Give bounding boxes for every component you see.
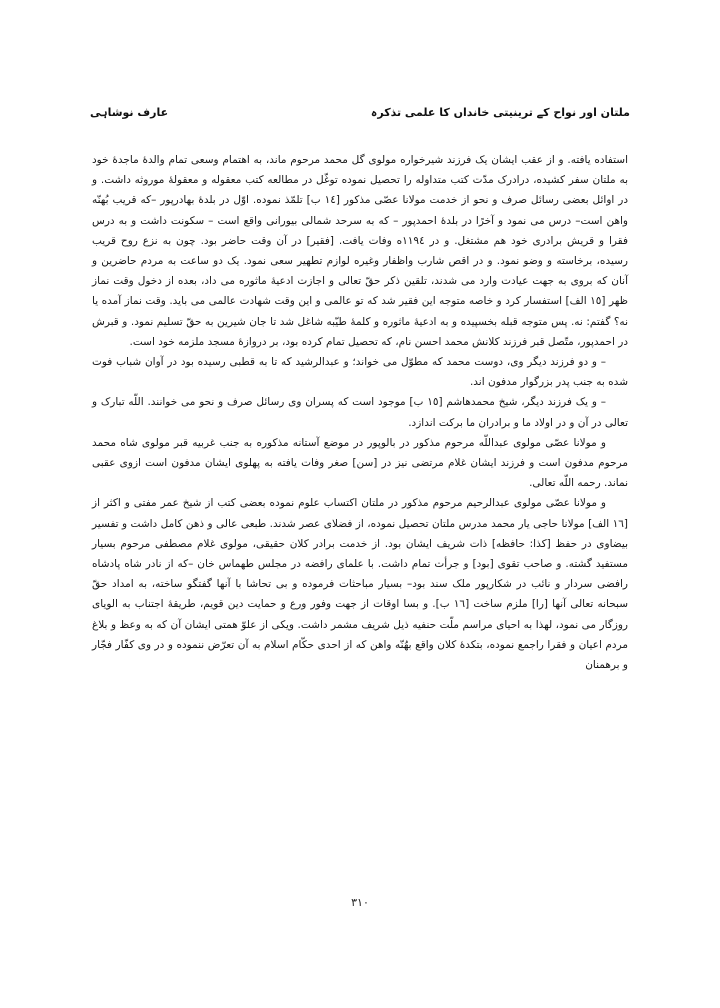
page-number: ۳۱۰ xyxy=(351,896,369,909)
paragraph: و مولانا عصّی مولوی عبداللّه مرحوم مذکور در بالوپور در موضع آستانه مذکوره به جنب غربیه قبر مولوی شاه محمد مرحوم مدفون است و فرزند ایشان غلام مرتضی نیز در [سن] صغر وفات یافته به پهلوی ایشان مدفون است ازوی عقبی نماند. رحمه اللّه تعالی. xyxy=(92,436,628,490)
paragraph: – و دو فرزند دیگر وی، دوست محمد که مطوّل می خواند؛ و عبدالرشید که تا به قطبی رسیده بود در آوان شباب فوت شده به جنب پدر بزرگوار مدفون اند. xyxy=(92,356,628,389)
paragraph: – و یک فرزند دیگر، شیخ محمدهاشم [۱٥ ب] موجود است که پسران وی رسائل صرف و نحو می خوانند. اللّه تبارک و تعالی در آن و در اولاد ما و برادران ما برکت اندازد. xyxy=(92,396,628,429)
body-text xyxy=(92,150,628,675)
paragraph: و مولانا عصّی مولوی عبدالرحیم مرحوم مذکور در ملتان اکتساب علوم نموده بعضی کتب از شیخ عمر مفتی و اکثر از [۱٦ الف] مولانا حاجی یار محمد مدرس ملتان تحصیل نموده، از فضلای عصر شدند. طبعی عالی و ذهن کامل داشت و تفسیر بیضاوی در حفظ [کذا: حافظه] ذات شریف ایشان بود. از خدمت برادر کلان حقیقی، مولوی غلام مصطفی مرحوم بسیار مستفید گشته. و صاحب تقوی [بود] و جرأت تمام داشت. با علمای رافضه در مجلس طهماس خان –که از نادر شاه پادشاه رافضی سردار و نائب در شکارپور ملک سند بود– بسیار مباحثات فرموده و بی تحاشا با آنها گفتگو ساخته، به امداد حقّ سبحانه تعالی آنها [را] ملزم ساخت [۱٦ ب]. و بسا اوقات از جهت وفور ورع و حمایت دین قویم، طریقهٔ اجتناب به الویای روزگار می نمود، لهذا به احیای مراسم ملّت حنفیه ذیل شریف مشمر داشت. ویکی از علوّ همتی ایشان آن که به وعظ و بلاغ مردم اعیان و فقرا راجمع نموده، بتکدهٔ کلان واقع بهُنّه واهن که از احدی حکّام اسلام به آن تعرّض ننموده و در وی کفّار فجّار و برهمنان xyxy=(92,497,628,672)
running-author: عارف نوشاہی xyxy=(90,106,169,119)
running-title: ملتان اور نواح کے ترینیتی خانداں کا علمی تذکرہ xyxy=(370,106,630,119)
paragraph: استفاده یافته. و از عقب ایشان یک فرزند شیرخواره مولوی گل محمد مرحوم ماند، به اهتمام وسعی تمام والدهٔ ماجدهٔ خود به ملتان سفر کشیده، درادرک مدّت کتب متداوله را تحصیل نموده توغّل در مطالعه کتب معقوله و معقولهٔ موروثه داشت. و در اوائل بعضی رسائل صرف و نحو از خدمت مولانا عصّی مذکور [۱٤ ب] تلمّذ نموده. اوّل در بلدهٔ بهادرپور –که قریب بُهنّه واهن است– درس می نمود و آخرًا در بلدهٔ احمدپور – که به سرحد شمالی بیورانی واقع است – سکونت داشت و به درس فقرا و قریش برادری خود هم مشتغل. و در ۱۱۹٤ه وفات یافت. [فقیر] در آن وقت حاضر بود. چون به نزع روح قریب رسیده، برخاسته و وضو نمود. و در اقص شارب واظفار وغیره لوازم تطهیر سعی نمود. یک دو ساعت به مردم حاضرین و آنان که بروی به جهت عیادت وارد می شدند، تلقین ذکر حقّ تعالی و اجازت ادعیهٔ ماثوره می داد، بعده از دخول وقت نماز ظهر [۱٥ الف] استفسار کرد و خاصه متوجه این فقیر شد که تو عالمی و این وقت شهادت عالمی می باید. وقت نماز آمده یا نه؟ گفتم: نه. پس متوجه قبله بخسپیده و به ادعیهٔ ماثوره و کلمهٔ طیّبه شاغل شد تا جان شیرین به حقّ تسلیم نمود. و قبرش در احمدپور، متّصل قبر فرزند کلانش محمد احسن نام، که تحصیل تمام کرده بود، بر دروازهٔ مسجد ملزمه خود است. xyxy=(92,154,629,348)
running-header xyxy=(90,106,630,126)
